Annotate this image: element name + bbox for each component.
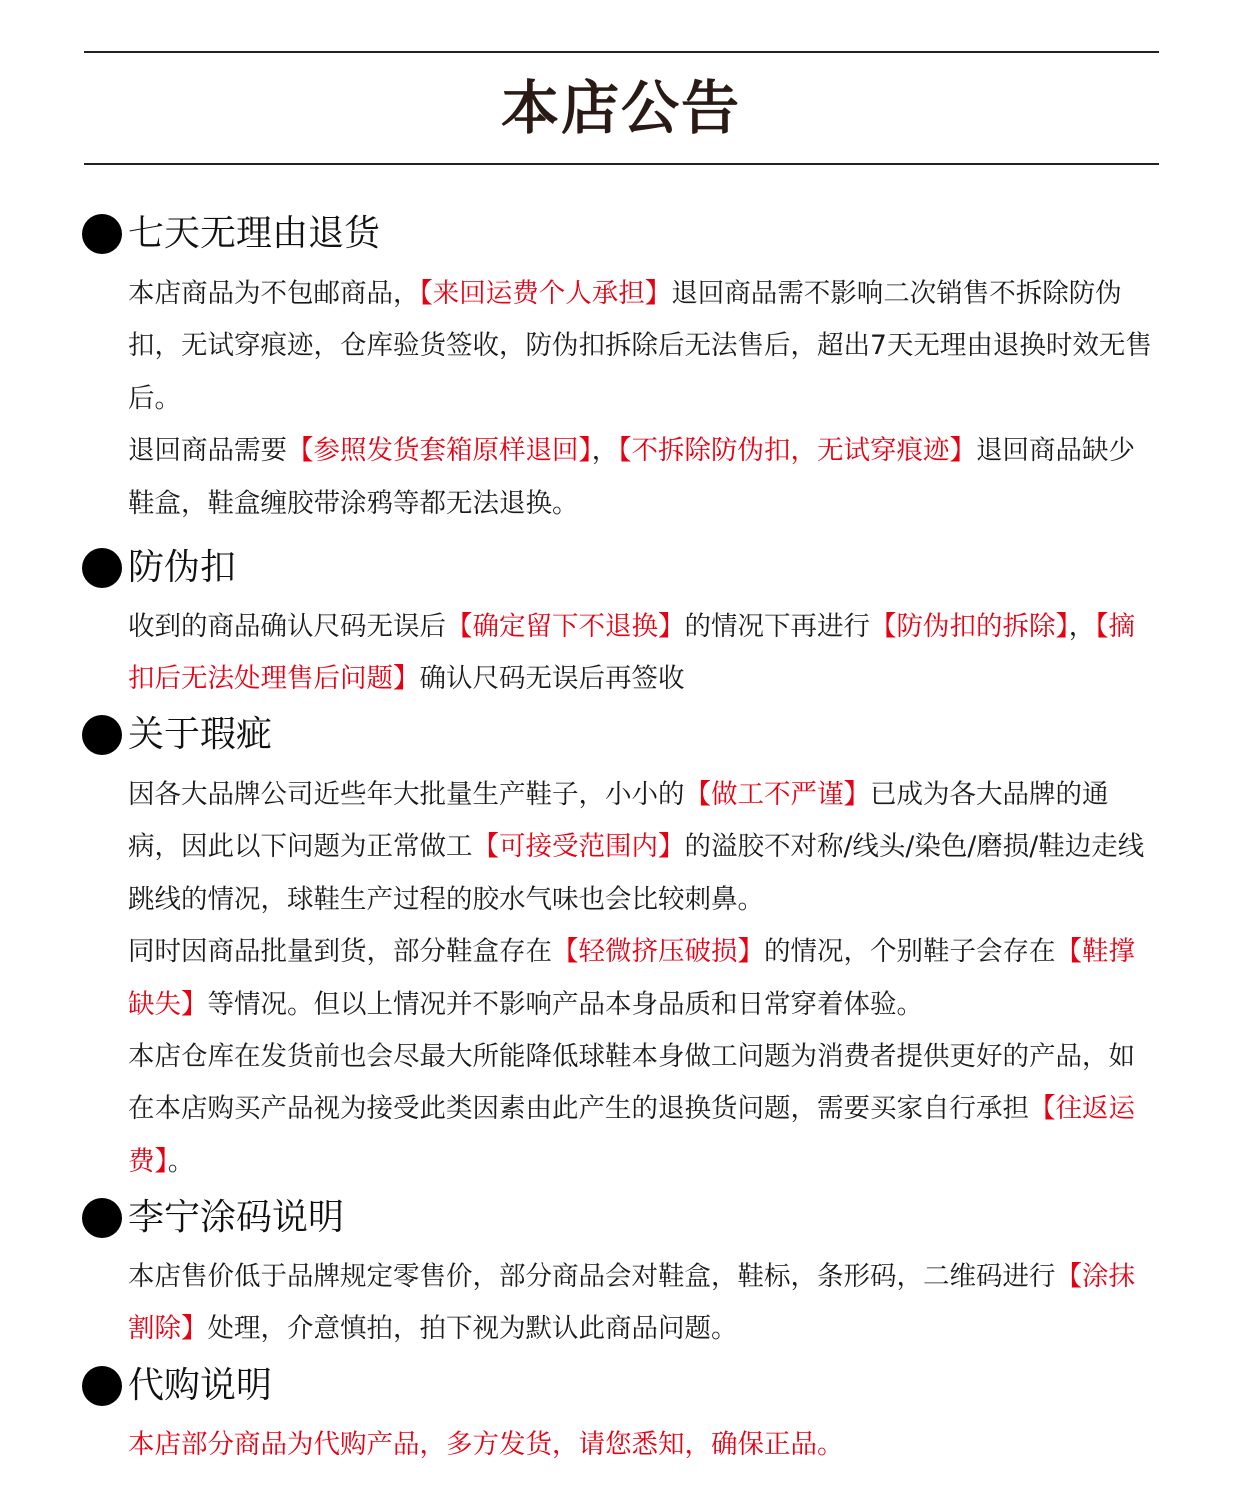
section-heading-anti-counterfeit-tag: 防伪扣 [82, 543, 236, 593]
bullet-icon [82, 1198, 122, 1238]
paragraph: 退回商品需要【参照发货套箱原样退回】，【不拆除防伪扣，无试穿痕迹】退回商品缺少鞋盒，鞋盒缠胶带涂鸦等都无法退换。 [128, 435, 1135, 519]
section-body-anti-counterfeit-tag [128, 601, 1158, 706]
top-divider [84, 51, 1159, 53]
paragraph: 收到的商品确认尺码无误后【确定留下不退换】的情况下再进行【防伪扣的拆除】，【摘扣后无法处理售后问题】确认尺码无误后再签收 [128, 611, 1135, 695]
section-body-return-policy [128, 268, 1158, 530]
section-body-li-ning-code-masking [128, 1251, 1158, 1356]
paragraph: 本店仓库在发货前也会尽最大所能降低球鞋本身做工问题为消费者提供更好的产品，如在本店购买产品视为接受此类因素由此产生的退换货问题，需要买家自行承担【往返运费】。 [128, 1041, 1135, 1177]
bullet-icon [82, 1366, 122, 1406]
bottom-divider [84, 163, 1159, 165]
section-body-purchasing-agent [128, 1419, 1158, 1471]
paragraph: 同时因商品批量到货，部分鞋盒存在【轻微挤压破损】的情况，个别鞋子会存在【鞋撑缺失】等情况。但以上情况并不影响产品本身品质和日常穿着体验。 [128, 936, 1135, 1020]
bullet-icon [82, 548, 122, 588]
paragraph: 因各大品牌公司近些年大批量生产鞋子，小小的【做工不严谨】已成为各大品牌的通病，因此以下问题为正常做工【可接受范围内】的溢胶不对称/线头/染色/磨损/鞋边走线跳线的情况，球鞋生产过程的胶水气味也会比较刺鼻。 [128, 779, 1145, 915]
bullet-icon [82, 214, 122, 254]
section-heading-return-policy: 七天无理由退货 [82, 209, 380, 259]
section-heading-li-ning-code-masking: 李宁涂码说明 [82, 1193, 344, 1243]
section-heading-defects: 关于瑕疵 [82, 710, 272, 760]
bullet-icon [82, 715, 122, 755]
paragraph: 本店商品为不包邮商品，【来回运费个人承担】退回商品需不影响二次销售不拆除防伪扣，无试穿痕迹，仓库验货签收，防伪扣拆除后无法售后，超出7天无理由退换时效无售后。 [128, 278, 1152, 414]
paragraph: 本店售价低于品牌规定零售价，部分商品会对鞋盒，鞋标，条形码，二维码进行【涂抹割除】处理，介意慎拍，拍下视为默认此商品问题。 [128, 1261, 1135, 1345]
paragraph: 本店部分商品为代购产品，多方发货，请您悉知，确保正品。 [128, 1429, 844, 1460]
section-body-defects [128, 769, 1158, 1188]
page-title: 本店公告 [500, 74, 741, 142]
section-heading-purchasing-agent: 代购说明 [82, 1361, 272, 1411]
